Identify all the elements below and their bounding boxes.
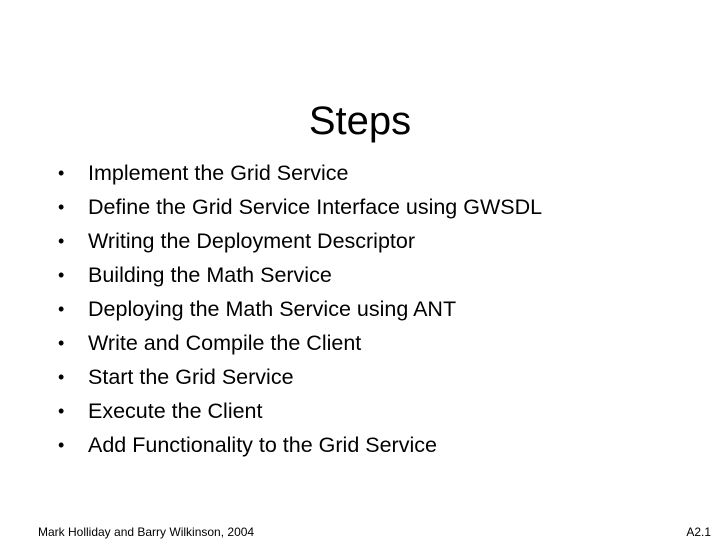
bullet-item: [50, 224, 542, 258]
bullet-marker: •: [58, 434, 65, 455]
bullet-text: Define the Grid Service Interface using GWSDL: [88, 194, 543, 219]
bullet-item: [50, 292, 542, 326]
bullet-item: [50, 190, 542, 224]
bullet-item: [50, 326, 542, 360]
bullet-marker: •: [58, 162, 65, 183]
footer-slide-number: A2.1: [686, 525, 711, 539]
bullet-text: Implement the Grid Service: [88, 160, 349, 185]
bullet-text: Start the Grid Service: [88, 364, 294, 389]
bullet-item: [50, 258, 542, 292]
bullet-marker: •: [58, 400, 65, 421]
bullet-item: [50, 360, 542, 394]
bullet-text: Add Functionality to the Grid Service: [88, 432, 437, 457]
bullet-text: Writing the Deployment Descriptor: [88, 228, 416, 253]
bullet-marker: •: [58, 230, 65, 251]
bullet-marker: •: [58, 196, 65, 217]
bullet-marker: •: [58, 298, 65, 319]
bullet-marker: •: [58, 366, 65, 387]
bullet-text: Deploying the Math Service using ANT: [88, 296, 457, 321]
footer-authors: Mark Holliday and Barry Wilkinson, 2004: [38, 525, 255, 539]
bullet-item: [50, 156, 542, 190]
bullet-item: [50, 394, 542, 428]
bullet-text: Execute the Client: [88, 398, 263, 423]
bullet-list: [50, 156, 542, 462]
bullet-text: Write and Compile the Client: [88, 330, 362, 355]
bullet-text: Building the Math Service: [88, 262, 332, 287]
bullet-item: [50, 428, 542, 462]
bullet-marker: •: [58, 264, 65, 285]
bullet-marker: •: [58, 332, 65, 353]
slide-title: Steps: [308, 98, 412, 143]
